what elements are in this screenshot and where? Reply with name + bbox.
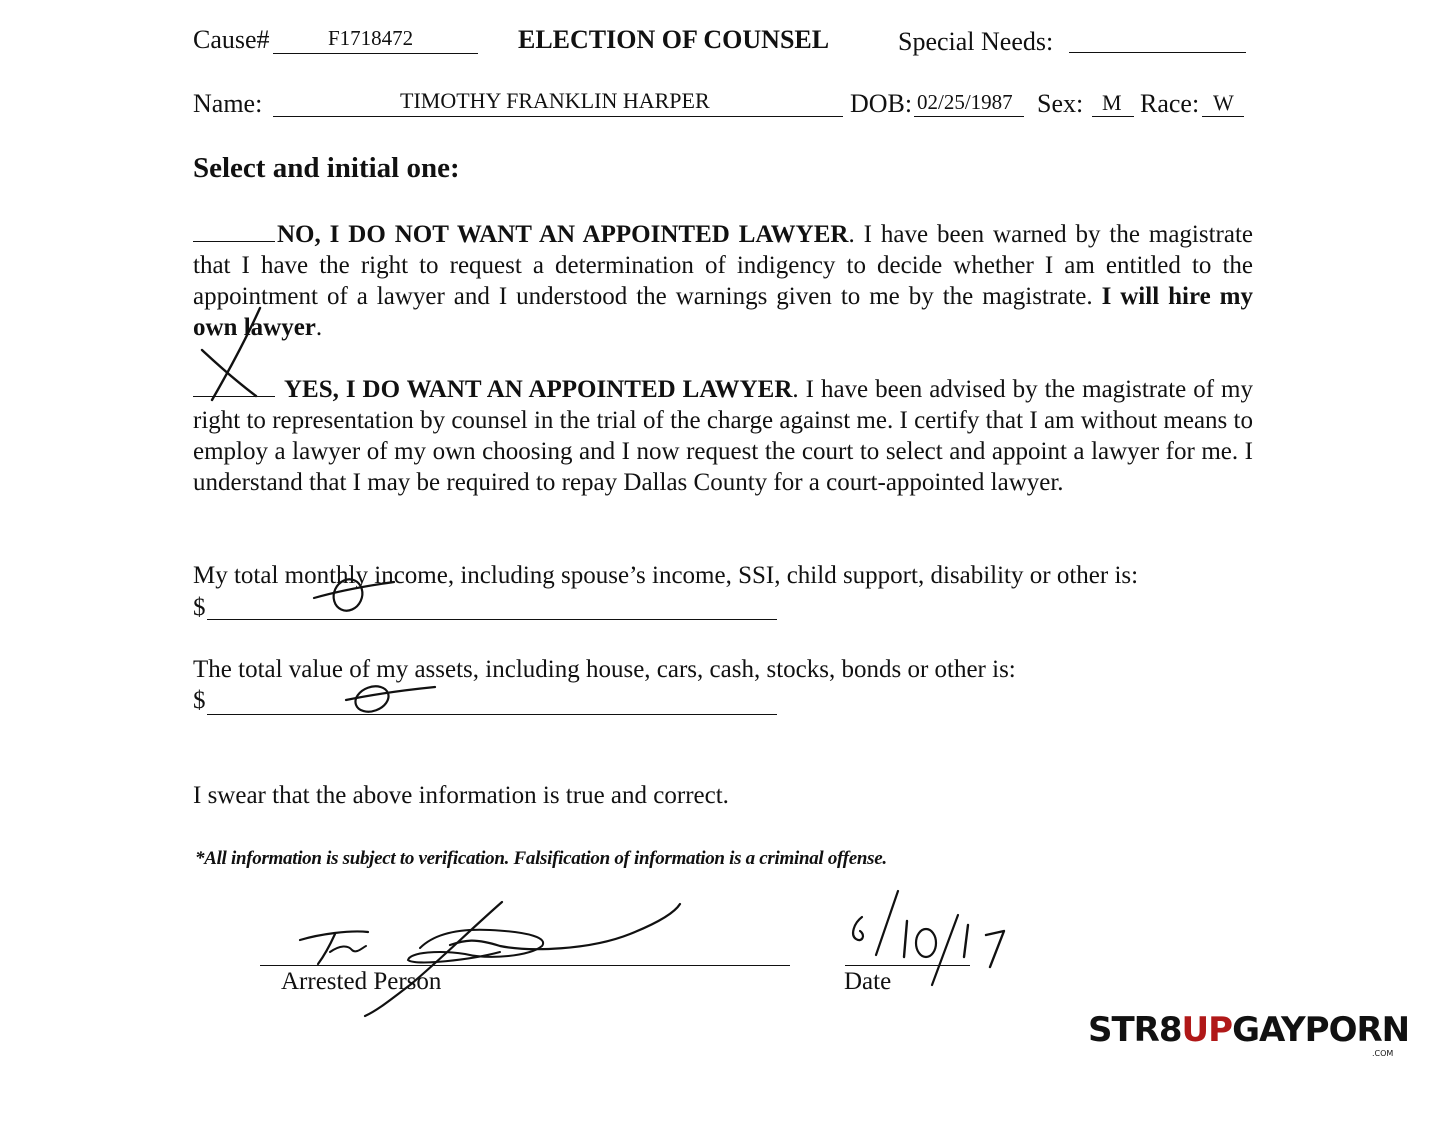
oath-text: I swear that the above information is true and correct. bbox=[193, 782, 729, 809]
assets-label: The total value of my assets, including house, cars, cash, stocks, bonds or other is: bbox=[193, 656, 1016, 683]
name-value: TIMOTHY FRANKLIN HARPER bbox=[400, 88, 710, 113]
option-yes bbox=[193, 374, 1253, 498]
special-needs-label: Special Needs: bbox=[898, 27, 1054, 56]
name-underline bbox=[273, 116, 843, 117]
income-zero-handwritten-icon bbox=[310, 570, 400, 620]
race-label: Race: bbox=[1140, 89, 1200, 118]
option-no-closing: I will hire my own lawyer bbox=[193, 283, 1253, 341]
date-label: Date bbox=[844, 968, 892, 995]
signature-icon bbox=[290, 890, 690, 1025]
income-field[interactable] bbox=[207, 619, 777, 620]
form-title: ELECTION OF COUNSEL bbox=[518, 25, 830, 54]
handwritten-date-icon bbox=[840, 885, 1020, 995]
option-yes-text: . I have been advised by the magistrate of my right to representation by counsel in the trial of the charge against me. I certify that I am without means to employ a lawyer of my own choosing and I now request the court to select and appoint a lawyer for me. I understand that I may be required to repay Dallas County for a court-appointed lawyer. bbox=[193, 376, 1253, 496]
sex-value: M bbox=[1102, 90, 1122, 115]
income-label: My total monthly income, including spouse’s income, SSI, child support, disability or other is: bbox=[193, 562, 1139, 589]
race-value: W bbox=[1213, 90, 1234, 115]
option-no: NO, I DO NOT WANT AN APPOINTED LAWYER. I have been warned by the magistrate that I have the right to request a determination of indigency to decide whether I am entitled to the appointment of a lawyer and I understood the warnings given to me by the magistrate. I will hire my own lawyer. bbox=[193, 221, 1253, 341]
cause-underline bbox=[273, 53, 478, 54]
signature-label: Arrested Person bbox=[281, 968, 442, 995]
assets-currency: $ bbox=[193, 687, 206, 714]
name-label: Name: bbox=[193, 89, 263, 118]
watermark-suffix: .COM bbox=[1372, 1049, 1394, 1058]
cause-number: F1718472 bbox=[328, 26, 414, 50]
x-mark-icon bbox=[190, 300, 280, 410]
sex-underline bbox=[1092, 116, 1134, 117]
instructions-heading: Select and initial one: bbox=[193, 152, 460, 184]
disclaimer-text: *All information is subject to verification. Falsification of information is a criminal offense. bbox=[195, 848, 887, 869]
dob-label: DOB: bbox=[850, 89, 913, 118]
watermark-logo: STR8UPGAYPORN bbox=[1088, 1010, 1410, 1050]
income-currency: $ bbox=[193, 594, 206, 621]
dob-underline bbox=[914, 116, 1024, 117]
option-no-heading: NO, I DO NOT WANT AN APPOINTED LAWYER bbox=[277, 221, 849, 248]
dob-value: 02/25/1987 bbox=[917, 90, 1013, 114]
assets-field[interactable] bbox=[207, 714, 777, 715]
special-needs-field[interactable] bbox=[1069, 52, 1246, 53]
option-no-initial-field[interactable] bbox=[193, 240, 275, 242]
cause-label: Cause# bbox=[193, 25, 270, 54]
race-underline bbox=[1202, 116, 1244, 117]
sex-label: Sex: bbox=[1037, 89, 1084, 118]
option-yes-heading: YES, I DO WANT AN APPOINTED LAWYER bbox=[283, 376, 793, 403]
assets-zero-handwritten-icon bbox=[340, 672, 440, 722]
option-no-text: . I have been warned by the magistrate that I have the right to request a determination of indigency to decide whether I am entitled to the appointment of a lawyer and I understood the warnings given to me by the magistrate. bbox=[193, 221, 1253, 310]
